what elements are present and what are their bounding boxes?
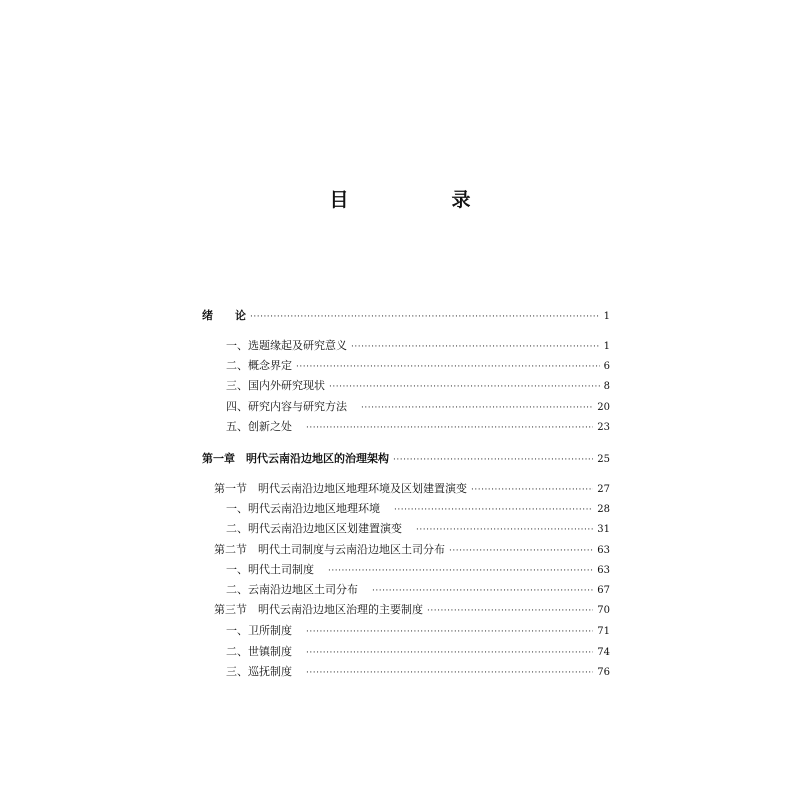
toc-entry-label: 第一章 明代云南沿边地区的治理架构 [202,452,389,465]
toc-entry-introduction[interactable] [202,309,610,324]
dot-leader [296,360,600,374]
toc-entry-label: 一、卫所制度 [226,624,292,637]
toc-page-number: 63 [597,565,610,576]
toc-page-number: 27 [597,484,610,495]
toc-entry[interactable] [226,624,610,639]
toc-entry-label: 第一节 明代云南沿边地区地理环境及区划建置演变 [214,482,467,495]
toc-entry-label: 三、巡抚制度 [226,665,292,678]
toc-page-number: 1 [603,341,610,352]
toc-entry-label: 一、选题缘起及研究意义 [226,339,347,352]
toc-page-number: 67 [597,585,610,596]
toc-entry[interactable] [226,379,610,394]
dot-leader [351,340,600,354]
toc-entry-label: 一、明代土司制度 [226,563,314,576]
toc-page-number: 76 [597,667,610,678]
toc-entry-label: 四、研究内容与研究方法 [226,400,347,413]
toc-page-number: 25 [597,454,610,465]
toc-entry-label: 绪 论 [202,309,246,322]
dot-leader [372,584,593,598]
toc-page-number: 6 [603,361,610,372]
toc-entry-section[interactable] [214,482,610,497]
toc-page-number: 1 [603,311,610,322]
page-title: 目 录 [329,189,513,211]
dot-leader [250,310,600,324]
dot-leader [306,646,593,660]
toc-entry[interactable] [226,645,610,660]
toc-entry[interactable] [226,583,610,598]
toc-entry[interactable] [226,420,610,435]
toc-entry-label: 二、明代云南沿边地区区划建置演变 [226,522,402,535]
dot-leader [329,380,600,394]
dot-leader [393,453,593,467]
toc-entry-label: 五、创新之处 [226,420,292,433]
toc-entry[interactable] [226,502,610,517]
dot-leader [306,666,593,680]
toc-page-number: 74 [597,647,610,658]
toc-page-number: 70 [597,605,610,616]
toc-entry-label: 二、云南沿边地区土司分布 [226,583,358,596]
toc-entry[interactable] [226,665,610,680]
toc-entry-label: 三、国内外研究现状 [226,379,325,392]
dot-leader [471,483,593,497]
toc-entry-label: 第二节 明代土司制度与云南沿边地区土司分布 [214,543,445,556]
dot-leader [394,503,593,517]
dot-leader [449,544,593,558]
toc-entry-section[interactable] [214,603,610,618]
toc-page-number: 8 [603,381,610,392]
toc-page-number: 20 [597,402,610,413]
toc-page-number: 31 [597,524,610,535]
toc-entry[interactable] [226,522,610,537]
dot-leader [328,564,593,578]
dot-leader [427,604,593,618]
toc-page-number: 71 [597,626,610,637]
dot-leader [306,625,593,639]
toc-entry[interactable] [226,400,610,415]
toc-page-number: 28 [597,504,610,515]
dot-leader [416,523,593,537]
toc-entry-label: 二、概念界定 [226,359,292,372]
toc-entry-section[interactable] [214,543,610,558]
dot-leader [361,401,593,415]
toc-entry-chapter-1[interactable] [202,452,610,467]
toc-entry-label: 二、世镇制度 [226,645,292,658]
toc-entry[interactable] [226,339,610,354]
toc-entry[interactable] [226,563,610,578]
toc-page-number: 63 [597,545,610,556]
toc-entry-label: 第三节 明代云南沿边地区治理的主要制度 [214,603,423,616]
dot-leader [306,421,593,435]
toc-entry[interactable] [226,359,610,374]
toc-entry-label: 一、明代云南沿边地区地理环境 [226,502,380,515]
toc-page-number: 23 [597,422,610,433]
